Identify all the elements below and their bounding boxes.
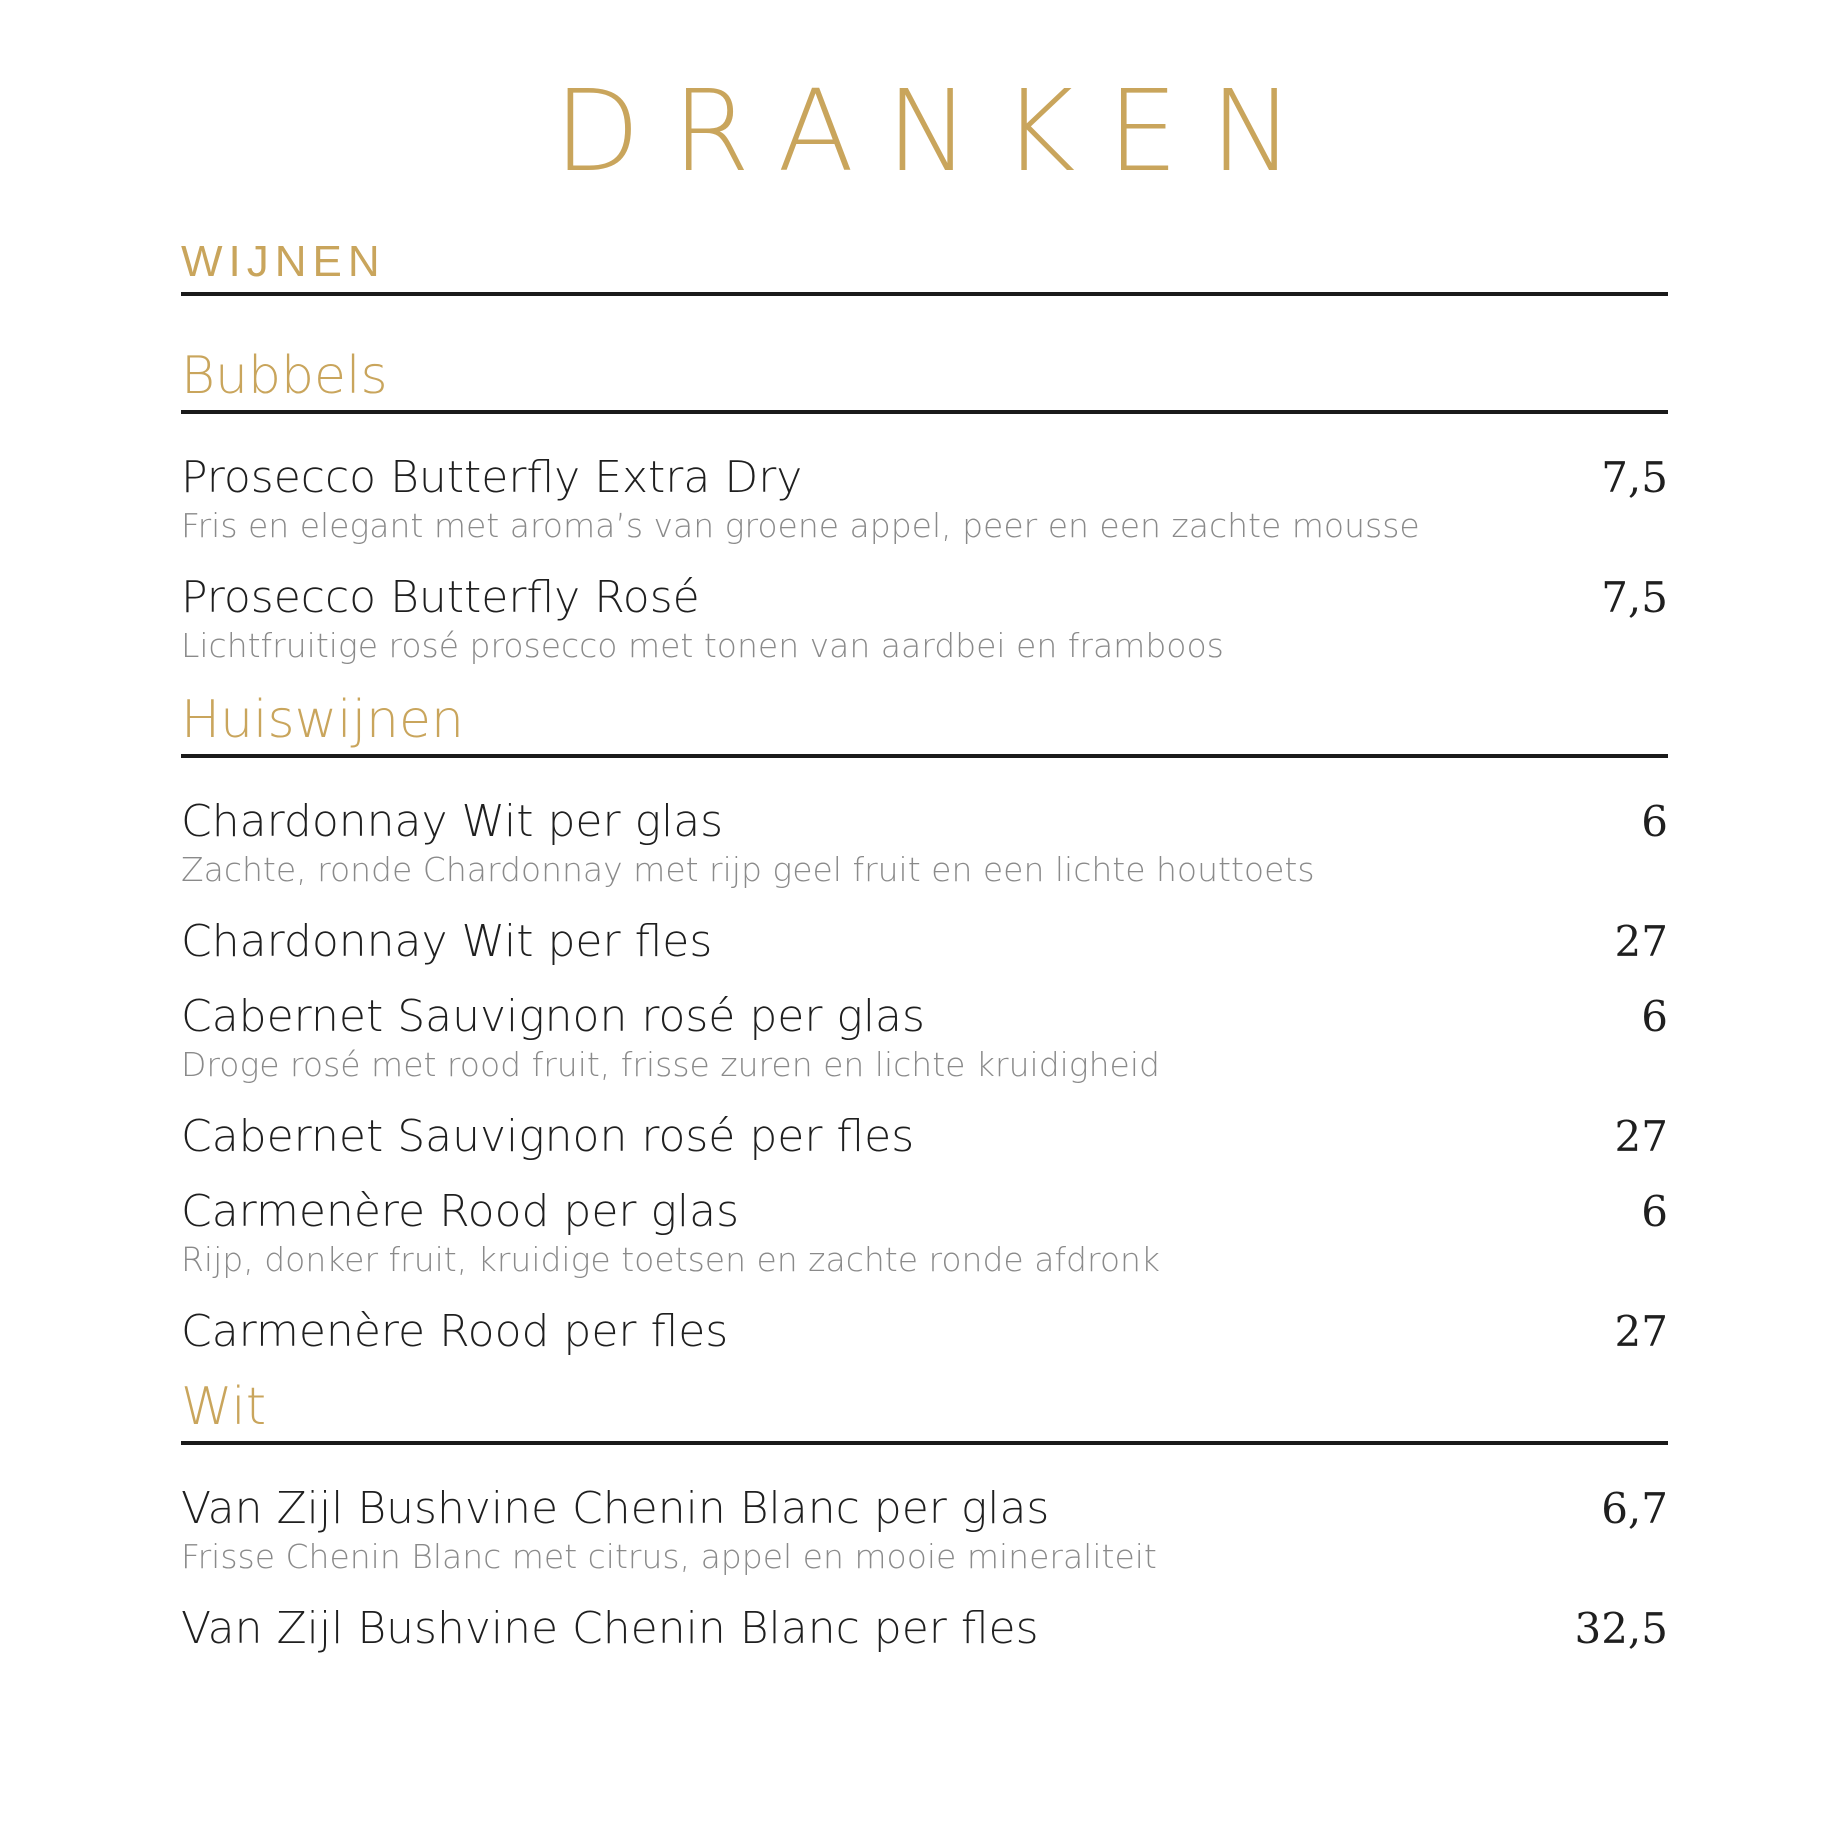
item-description: Rijp, donker fruit, kruidige toetsen en zachte ronde afdronk	[181, 1240, 1161, 1279]
page-title: DRANKEN	[554, 67, 1326, 197]
item-price: 7,5	[1601, 453, 1668, 502]
category-divider	[181, 754, 1668, 758]
item-name: Cabernet Sauvignon rosé per fles	[181, 1111, 915, 1162]
menu-item	[181, 1304, 1668, 1360]
item-price: 27	[1614, 1112, 1668, 1161]
item-price: 7,5	[1601, 573, 1668, 622]
item-name: Van Zijl Bushvine Chenin Blanc per glas	[181, 1483, 1050, 1534]
item-price: 32,5	[1574, 1604, 1668, 1653]
menu-item	[181, 570, 1668, 665]
item-price: 6	[1641, 992, 1668, 1041]
item-price: 6	[1641, 797, 1668, 846]
category-title-huiswijnen: Huiswijnen	[181, 690, 464, 750]
category-title-wit: Wit	[181, 1377, 267, 1437]
menu-item	[181, 914, 1668, 970]
category-divider	[181, 410, 1668, 414]
item-description: Frisse Chenin Blanc met citrus, appel en mooie mineraliteit	[181, 1537, 1157, 1576]
item-price: 6	[1641, 1187, 1668, 1236]
menu-item	[181, 450, 1668, 545]
item-description: Fris en elegant met aroma’s van groene appel, peer en een zachte mousse	[181, 506, 1420, 545]
section-title: WIJNEN	[181, 237, 386, 286]
item-description: Lichtfruitige rosé prosecco met tonen van aardbei en framboos	[181, 626, 1224, 665]
item-name: Chardonnay Wit per glas	[181, 796, 724, 847]
item-name: Van Zijl Bushvine Chenin Blanc per fles	[181, 1603, 1039, 1654]
item-price: 27	[1614, 917, 1668, 966]
item-description: Zachte, ronde Chardonnay met rijp geel fruit en een lichte houttoets	[181, 850, 1315, 889]
menu-item	[181, 1109, 1668, 1165]
item-name: Cabernet Sauvignon rosé per glas	[181, 991, 925, 1042]
section-divider	[181, 292, 1668, 296]
item-name: Chardonnay Wit per fles	[181, 916, 713, 967]
item-price: 27	[1614, 1307, 1668, 1356]
menu-item	[181, 1184, 1668, 1279]
item-name: Prosecco Butterfly Extra Dry	[181, 452, 803, 503]
menu-item	[181, 794, 1668, 889]
menu-item	[181, 1601, 1668, 1657]
item-description: Droge rosé met rood fruit, frisse zuren en lichte kruidigheid	[181, 1045, 1160, 1084]
menu-item	[181, 1481, 1668, 1576]
category-title-bubbels: Bubbels	[181, 346, 388, 406]
item-price: 6,7	[1601, 1484, 1668, 1533]
category-divider	[181, 1441, 1668, 1445]
item-name: Carmenère Rood per glas	[181, 1186, 740, 1237]
menu-item	[181, 989, 1668, 1084]
item-name: Prosecco Butterfly Rosé	[181, 572, 700, 623]
item-name: Carmenère Rood per fles	[181, 1306, 729, 1357]
